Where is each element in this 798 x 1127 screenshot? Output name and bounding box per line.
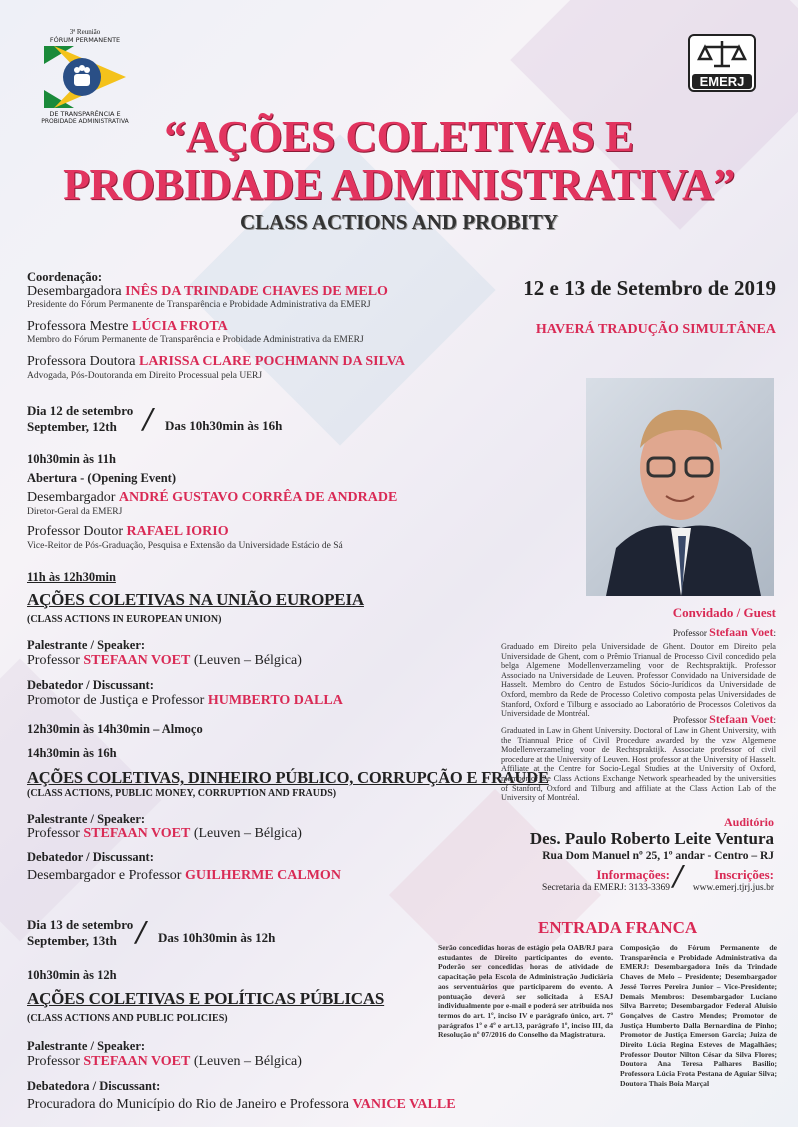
person-name: ANDRÉ GUSTAVO CORRÊA DE ANDRADE: [118, 490, 398, 505]
person-role: Vice-Reitor de Pós-Graduação, Pesquisa e Extensão da Universidade Estácio de Sá: [27, 540, 343, 551]
person-title: Procuradora do Município do Rio de Janeiro e Professora: [27, 1097, 349, 1113]
time-slot: 14h30min às 16h: [27, 746, 117, 760]
venue-address: Rua Dom Manuel nº 25, 1º andar - Centro – RJ: [542, 849, 774, 862]
venue: [530, 815, 774, 864]
forum-logo: [40, 28, 130, 125]
person-title: Professora Mestre: [27, 319, 129, 335]
person-name: LARISSA CLARE POCHMANN DA SILVA: [138, 354, 406, 370]
person-title: Desembargador: [27, 490, 116, 505]
logo-line: FÓRUM PERMANENTE: [49, 36, 121, 44]
speaker-affiliation: (Leuven – Bélgica): [193, 653, 302, 669]
guest-name: Stefaan Voet: [709, 625, 774, 639]
person-role: Advogada, Pós-Doutoranda em Direito Processual pela UERJ: [27, 370, 263, 381]
speaker-affiliation: (Leuven – Bélgica): [193, 1054, 302, 1070]
speaker-label: Palestrante / Speaker:: [27, 638, 146, 653]
speaker-label: Palestrante / Speaker:: [27, 811, 146, 826]
logo-line: 3ª Reunião: [69, 28, 101, 36]
person-title: Professor: [27, 1054, 80, 1070]
logo-line: PROBIDADE ADMINISTRATIVA: [41, 118, 129, 125]
person-name: INÊS DA TRINDADE CHAVES DE MELO: [125, 284, 388, 300]
debater-name: HUMBERTO DALLA: [207, 693, 343, 709]
day1-header: [27, 403, 133, 435]
slash-divider: /: [673, 858, 683, 895]
time-slot: 11h às 12h30min: [27, 570, 116, 584]
person-role: Presidente do Fórum Permanente de Transparência e Probidade Administrativa da EMERJ: [27, 300, 371, 311]
person-title: Professor: [27, 826, 80, 842]
day-hours: Das 10h30min às 12h: [158, 930, 276, 945]
speaker-name: STEFAAN VOET: [83, 1054, 191, 1070]
emerj-logo: [688, 34, 756, 92]
event-dates: 12 e 13 de Setembro de 2019: [523, 276, 776, 300]
speaker-name: STEFAAN VOET: [83, 653, 191, 669]
person-name: RAFAEL IORIO: [126, 524, 229, 540]
day-date-en: September, 13th: [27, 933, 117, 948]
registration-block: [690, 867, 774, 893]
person-title: Professor: [27, 653, 80, 669]
time-slot: 10h30min às 11h: [27, 452, 116, 466]
day-hours: Das 10h30min às 16h: [165, 418, 283, 433]
person-title: Professor Doutor: [27, 524, 124, 540]
opening-block: [27, 452, 487, 552]
person-title: Professora Doutora: [27, 354, 136, 370]
debater-label: Debatedora / Discussant:: [27, 1079, 161, 1094]
guest-bio-en: Graduated in Law in Ghent University. Doctoral of Law in Ghent University, with the Triannual Price of Civil Procedure awarded by the vzw Algemene Modellenverzameling voor de Rechtspraktijk. Associate professor of civil procedure at the University of Leuven. Host professor at the University of Hasselt. Affiliate at the Centre for Socio-Legal Studies at the University of Oxford, member of the Class Actions Exchange Network spearheaded by the universities of Stanford, Oxford and Tilburg and affiliate at the Class Action Lab of the University of Montréal.: [501, 726, 776, 803]
person-title: Promotor de Justiça e Professor: [27, 693, 205, 709]
speaker-label: Palestrante / Speaker:: [27, 1039, 146, 1054]
free-entry: ENTRADA FRANCA: [538, 918, 698, 937]
paren: ): [171, 471, 176, 485]
guest-label: Convidado / Guest: [672, 605, 776, 620]
coord-label: Coordenação:: [27, 270, 102, 284]
speaker-name: STEFAAN VOET: [83, 826, 191, 842]
session-2: [27, 746, 549, 884]
session-subtitle: (CLASS ACTIONS IN EUROPEAN UNION): [27, 614, 222, 626]
session-1: [27, 570, 487, 710]
debater-name: GUILHERME CALMON: [184, 867, 341, 883]
person-name: LÚCIA FROTA: [131, 319, 228, 335]
person-role: Diretor-Geral da EMERJ: [27, 506, 123, 517]
debater-name: VANICE VALLE: [352, 1097, 456, 1113]
day-date-en: September, 12th: [27, 419, 117, 434]
title-line-1: “AÇÕES COLETIVAS E: [164, 112, 634, 161]
guest-prefix: Professor: [672, 715, 707, 725]
internship-note: Serão concedidas horas de estágio pela OAB/RJ para estudantes de Direito participantes do evento. Poderão ser concedidas horas de atividade de capacitação pela Escola de Administração Judiciária aos serventuários que participarem do evento. A pontuação deverá ser solicitada à ESAJ individualmente por e-mail e poderá ser atribuída nos termos do art. 1º, inciso IV e parágrafo único, art. 7º parágrafos 1º e 4º e art.13, parágrafo 1º, inciso III, da Resolução nº 07/2016 do Conselho da Magistratura.: [438, 943, 613, 1040]
translation-notice: HAVERÁ TRADUÇÃO SIMULTÂNEA: [535, 322, 776, 337]
opening-label: Abertura - (: [27, 471, 92, 485]
info-phone: Secretaria da EMERJ: 3133-3369: [542, 883, 670, 893]
person-title: Desembargadora: [27, 284, 122, 300]
brazil-flag-icon: [44, 46, 126, 108]
day2-header: [27, 917, 133, 949]
portrait-image: [586, 378, 774, 596]
registration-label: Inscrições:: [714, 867, 774, 882]
person-role: Membro do Fórum Permanente de Transparência e Probidade Administrativa da EMERJ: [27, 335, 364, 346]
opening-label-en: Opening Event: [91, 471, 172, 485]
coordination: [27, 270, 457, 381]
session-3: [27, 968, 487, 1114]
debater-label: Debatedor / Discussant:: [27, 678, 154, 693]
guest-name: Stefaan Voet: [709, 712, 774, 726]
time-slot: 10h30min às 12h: [27, 968, 117, 982]
page-title: [0, 113, 798, 209]
guest-name-en: Professor Stefaan Voet:: [672, 712, 776, 726]
session-title: AÇÕES COLETIVAS E POLÍTICAS PÚBLICAS: [27, 989, 385, 1008]
session-subtitle: (CLASS ACTIONS, PUBLIC MONEY, CORRUPTION AND FRAUDS): [27, 788, 337, 800]
speaker-affiliation: (Leuven – Bélgica): [193, 826, 302, 842]
debater-label: Debatedor / Discussant:: [27, 850, 154, 865]
guest-prefix: Professor: [672, 628, 707, 638]
day-date-pt: Dia 13 de setembro: [27, 917, 134, 932]
info-block: [530, 867, 670, 893]
session-subtitle: (CLASS ACTIONS AND PUBLIC POLICIES): [27, 1013, 228, 1025]
session-title: AÇÕES COLETIVAS, DINHEIRO PÚBLICO, CORRUPÇÃO E FRAUDE: [27, 768, 549, 788]
guest-photo: [586, 378, 774, 596]
slash-divider: /: [143, 401, 153, 438]
guest-name-pt: Professor Stefaan Voet:: [672, 625, 776, 639]
venue-label: Auditório: [723, 815, 774, 829]
day-date-pt: Dia 12 de setembro: [27, 403, 134, 418]
scales-icon: [697, 39, 747, 69]
logo-line: DE TRANSPARÊNCIA E: [49, 110, 121, 118]
session-title: AÇÕES COLETIVAS NA UNIÃO EUROPEIA: [27, 590, 364, 609]
emerj-text: EMERJ: [692, 74, 752, 89]
info-label: Informações:: [596, 867, 670, 882]
person-title: Desembargador e Professor: [27, 867, 182, 883]
venue-name: Des. Paulo Roberto Leite Ventura: [529, 829, 774, 849]
guest-bio-pt: Graduado em Direito pela Universidade de Ghent. Doutor em Direito pela Universidade de Ghent, com o Prêmio Trianual de Processo Civil concedido pela belga Algemene Modellenverzameling voor de Rechtspraktijk. Professor Associado na Universidade de Leuven. Professor Convidado na Universidade de Hasselt. Membro do Centro de Estudos Sócio-Jurídicos da Universidade de Oxford, membro da Rede de Processo Coletivo composta pelas Universidades de Stanford, Oxford e Tilburg e associado ao Laboratório de Processos Coletivos da Universidade de Montréal.: [501, 642, 776, 719]
forum-composition: Composição do Fórum Permanente de Transparência e Probidade Administrativa da EMERJ: Desembargadora Inês da Trindade Chaves de Melo – Presidente; Desembargador Jessé Torres Pereira Junior – Vice-Presidente; Demais Membros: Desembargador Luciano Silva Barreto; Desembargador Federal Aluisio Gonçalves de Castro Mendes; Promotor de Justiça Humberto Dalla Bernardina de Pinho; Promotor de Justiça Emerson Garcia; Juiza de Direito Lúcia Regina Esteves de Magalhães; Professor Doutor Nilton César da Silva Flores; Doutora Ana Teresa Palhares Basilio; Professora Lúcia Frota Pestana de Aguiar Silva; Doutora Thais Boia Marçal: [620, 943, 777, 1088]
registration-url[interactable]: www.emerj.tjrj.jus.br: [692, 883, 774, 893]
slash-divider: /: [136, 914, 146, 951]
lunch-break: 12h30min às 14h30min – Almoço: [27, 722, 203, 736]
page-subtitle: CLASS ACTIONS AND PROBITY: [240, 210, 558, 234]
title-line-2: PROBIDADE ADMINISTRATIVA”: [63, 160, 735, 209]
